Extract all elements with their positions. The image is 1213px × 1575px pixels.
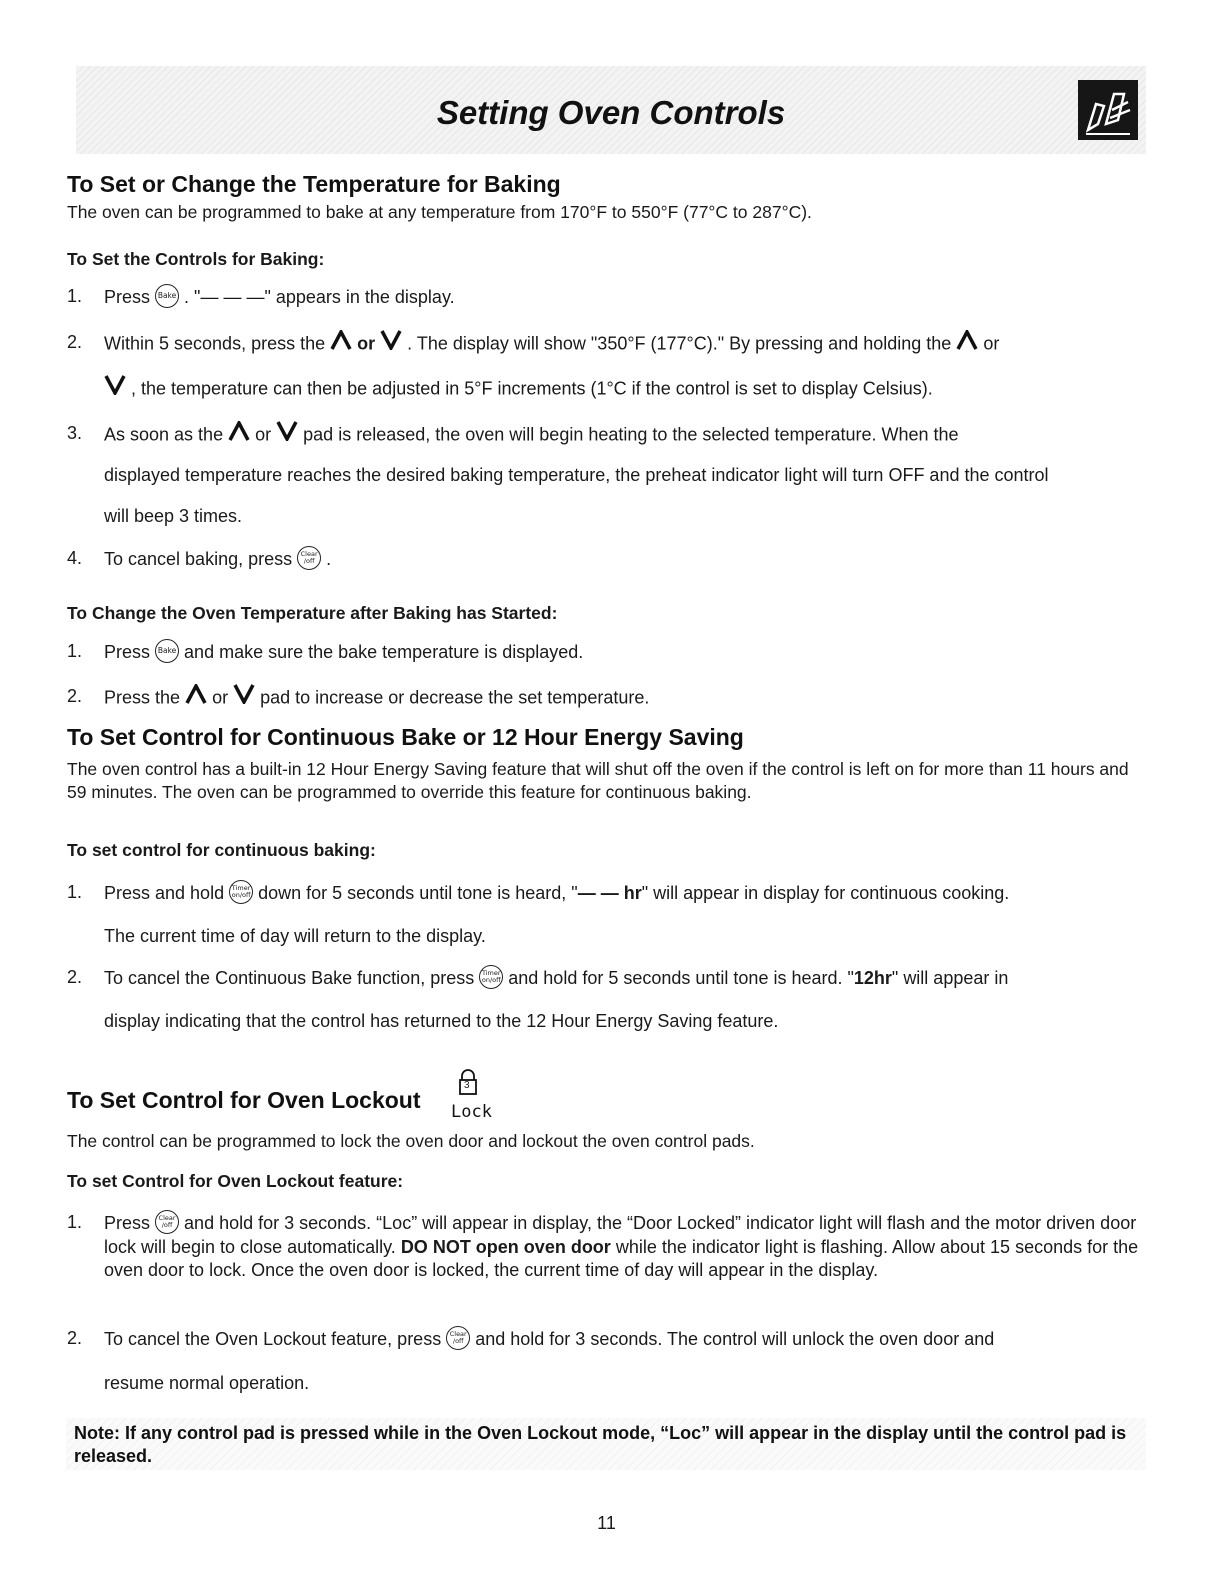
bake-pad-icon: Bake <box>155 284 179 308</box>
step-text: Press <box>104 1213 151 1233</box>
step-text: Within 5 seconds, press the <box>104 333 326 354</box>
step-text: . "— — —" appears in the display. <box>184 286 455 307</box>
step-number: 3. <box>67 423 83 443</box>
pad-label: /off <box>161 1221 173 1230</box>
step-number: 1. <box>67 286 83 306</box>
clear-off-pad-icon <box>446 1326 470 1350</box>
pad-label: Clear <box>449 1330 467 1338</box>
step-number: 2. <box>67 1328 83 1348</box>
step-text: To cancel the Oven Lockout feature, press <box>104 1328 442 1349</box>
step-number: 1. <box>67 641 83 661</box>
list-item-continuation <box>104 377 933 402</box>
step-text: To cancel the Continuous Bake function, press <box>104 967 475 988</box>
step-text: or <box>983 333 1000 354</box>
up-chevron-icon <box>330 330 352 355</box>
display-code: — — hr <box>577 882 642 903</box>
clear-off-pad-icon <box>297 546 321 570</box>
step-number: 1. <box>67 1212 83 1232</box>
up-chevron-icon <box>956 330 978 355</box>
step-number: 4. <box>67 548 83 568</box>
step-text: " will appear in display for continuous cooking. <box>641 882 1010 903</box>
down-chevron-icon <box>380 330 402 355</box>
step-number: 2. <box>67 686 83 706</box>
pad-label: on/off <box>231 891 251 899</box>
list-item <box>104 967 1008 991</box>
warning-text: DO NOT open oven door <box>400 1237 611 1258</box>
step-text: or <box>212 687 229 708</box>
pad-label: Clear <box>158 1214 176 1223</box>
step-text: display indicating that the control has returned to the 12 Hour Energy Saving feature. <box>104 1011 779 1031</box>
list-item <box>104 686 649 711</box>
note-text: Note: If any control pad is pressed while in the Oven Lockout mode, “Loc” will appear in the display until the control pad is released. <box>74 1423 1127 1466</box>
pad-label: Clear <box>300 550 318 558</box>
list-item <box>104 423 959 448</box>
pad-label: Timer <box>481 969 501 977</box>
timer-on-off-pad-icon <box>229 880 253 904</box>
step-text: will beep 3 times. <box>104 506 243 526</box>
step-text: pad to increase or decrease the set temperature. <box>260 687 650 708</box>
step-text: Press and hold <box>104 882 225 903</box>
up-chevron-icon <box>185 684 207 709</box>
lock-number: 3 <box>464 1080 470 1091</box>
list-item <box>104 1212 1144 1282</box>
step-text: Press <box>104 641 151 662</box>
down-chevron-icon <box>233 684 255 709</box>
step-text: down for 5 seconds until tone is heard, " <box>258 882 578 903</box>
step-text: . <box>326 548 332 569</box>
note-box <box>66 1418 1146 1470</box>
step-text: , the temperature can then be adjusted in 5°F increments (1°C if the control is set to display Celsius). <box>131 378 933 399</box>
step-text: pad is released, the oven will begin heating to the selected temperature. When the <box>303 424 959 445</box>
up-chevron-icon <box>228 421 250 446</box>
section-heading-lockout: To Set Control for Oven Lockout <box>67 1087 421 1113</box>
step-text: As soon as the <box>104 424 224 445</box>
baking-intro: The oven can be programmed to bake at any temperature from 170°F to 550°F (77°C to 287°C). <box>67 202 812 222</box>
list-item <box>104 548 331 572</box>
change-temp-subheading: To Change the Oven Temperature after Baking has Started: <box>67 603 558 623</box>
page-number: 11 <box>597 1513 616 1533</box>
list-item <box>104 332 999 357</box>
list-item <box>104 882 1009 906</box>
step-text: The current time of day will return to the display. <box>104 926 486 946</box>
list-item <box>104 1328 994 1352</box>
step-text: Press <box>104 286 151 307</box>
step-number: 2. <box>67 332 83 352</box>
list-item <box>104 286 455 310</box>
step-text: and hold for 3 seconds. The control will unlock the oven door and <box>475 1328 995 1349</box>
step-text: To cancel baking, press <box>104 548 293 569</box>
oven-controls-hands-icon <box>1078 80 1138 140</box>
display-code: 12hr <box>853 967 892 988</box>
step-text: or <box>357 333 376 354</box>
step-number: 1. <box>67 882 83 902</box>
timer-on-off-pad-icon <box>479 965 503 989</box>
baking-subheading: To Set the Controls for Baking: <box>67 249 325 269</box>
lock-icon <box>457 1068 479 1101</box>
step-text: displayed temperature reaches the desired baking temperature, the preheat indicator light will turn OFF and the control <box>104 465 1049 485</box>
lockout-subheading: To set Control for Oven Lockout feature: <box>67 1171 404 1191</box>
step-text: " will appear in <box>891 967 1009 988</box>
bake-pad-icon: Bake <box>155 639 179 663</box>
step-text: or <box>255 424 272 445</box>
pad-label: on/off <box>481 976 501 984</box>
down-chevron-icon <box>104 375 126 400</box>
step-text: while the indicator light is flashing. Allow about 15 seconds for the oven door to lock. Once the oven door is locked, the current time of day will appear in the display. <box>104 1237 1139 1281</box>
header-banner <box>76 66 1146 154</box>
step-text: resume normal operation. <box>104 1373 310 1393</box>
step-text: and hold for 3 seconds. “Loc” will appear in display, the “Door Locked” indicator light will flash and the motor driven door lock will begin to close automatically. <box>104 1213 1137 1258</box>
step-text: . The display will show "350°F (177°C)." By pressing and holding the <box>407 333 952 354</box>
pad-label: /off <box>303 557 315 565</box>
pad-label: /off <box>452 1337 464 1345</box>
step-number: 2. <box>67 967 83 987</box>
section-heading-baking: To Set or Change the Temperature for Baking <box>67 171 561 197</box>
step-text: and make sure the bake temperature is displayed. <box>184 641 584 662</box>
continuous-subheading: To set control for continuous baking: <box>67 840 376 860</box>
page-title: Setting Oven Controls <box>436 94 786 131</box>
section-heading-continuous: To Set Control for Continuous Bake or 12 Hour Energy Saving <box>67 724 744 750</box>
down-chevron-icon <box>276 421 298 446</box>
clear-off-pad-icon <box>155 1210 179 1234</box>
lock-label: Lock <box>451 1102 492 1122</box>
pad-label: Timer <box>231 884 251 892</box>
list-item <box>104 641 583 665</box>
step-text: and hold for 5 seconds until tone is heard. " <box>508 967 854 988</box>
lockout-intro: The control can be programmed to lock the oven door and lockout the oven control pads. <box>67 1131 755 1151</box>
continuous-intro: The oven control has a built-in 12 Hour Energy Saving feature that will shut off the oven if the control is left on for more than 11 hours and 59 minutes. The oven can be programmed to override this feature for continuous baking. <box>67 759 1129 802</box>
step-text: Press the <box>104 687 181 708</box>
